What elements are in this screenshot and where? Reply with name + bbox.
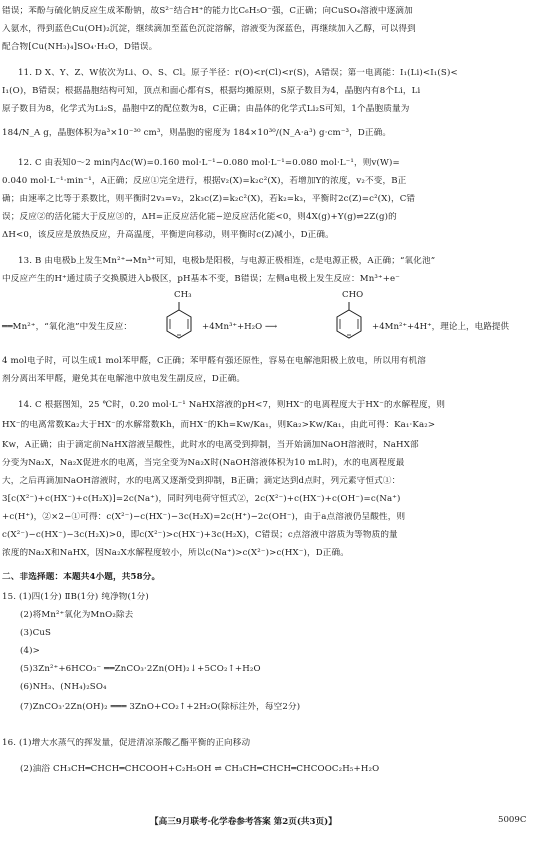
answer-line: (5)3Zn²⁺+6HCO₃⁻ ══ZnCO₃·2Zn(OH)₂↓+5CO₂↑+H₂O: [20, 664, 261, 674]
methyl-label: CH₃: [174, 290, 192, 300]
question-12: 12. C 由表知0～2 min内Δc(W)=0.160 mol·L⁻¹−0.080 mol·L⁻¹=0.080 mol·L⁻¹，则v(W)=: [18, 158, 400, 168]
text-line: 入氨水，得到蓝色Cu(OH)₂沉淀，继续滴加至蓝色沉淀溶解，溶液变为深蓝色，再继续加入乙醇，可以得到: [2, 24, 416, 34]
question-11: 11. D X、Y、Z、W依次为Li、O、S、Cl。原子半径：r(O)<r(Cl)<r(S)，A错误；第一电离能：I₁(Li)<I₁(S)<: [18, 68, 458, 78]
text-line: 误；反应②的活化能大于反应③的，ΔH=正反应活化能−逆反应活化能<0，则4X(g)+Y(g)⇌2Z(g)的: [2, 212, 397, 222]
text-line: 剂分离出苯甲醛，避免其在电解池中放电发生副反应，D正确。: [2, 374, 246, 384]
toluene-structure: [158, 296, 200, 344]
section-heading: 二、非选择题：本题共4小题，共58分。: [2, 572, 161, 582]
reaction-middle-text: +4Mn³⁺+H₂O ⟶: [202, 322, 278, 332]
reaction-right-text: +4Mn²⁺+4H⁺，理论上，电路提供: [372, 322, 510, 332]
text-line: +c(H⁺)，②×2−①可得：c(X²⁻)−c(HX⁻)−3c(H₂X)=2c(H⁺)−2c(OH⁻)，由于a点溶液仍呈酸性，则: [2, 512, 406, 522]
text-line: 错误；苯酚与硫化钠反应生成苯酚钠，故S²⁻结合H⁺的能力比C₆H₅O⁻强，C正确；向CuSO₄溶液中逐滴加: [2, 6, 413, 16]
answer-line: (6)NH₃、(NH₄)₂SO₄: [20, 682, 107, 692]
text-line: 中反应产生的H⁺通过质子交换膜进入b极区，pH基本不变，B错误；左侧a电极上发生反应：Mn³⁺+e⁻: [2, 274, 400, 284]
text-line: HX⁻的电离常数Ka₂大于HX⁻的水解常数Kh，而HX⁻的Kh=Kw/Ka₁，则Ka₂>Kw/Ka₁，由此可得：Ka₁·Ka₂>: [2, 420, 436, 430]
text-line: 配合物[Cu(NH₃)₄]SO₄·H₂O，D错误。: [2, 42, 158, 52]
text-line: 3[c(X²⁻)+c(HX⁻)+c(H₂X)]=2c(Na⁺)，同时列电荷守恒式②，2c(X²⁻)+c(HX⁻)+c(OH⁻)=c(Na⁺): [2, 494, 401, 504]
text-line: 浓度的Na₂X和NaHX，因Na₂X水解程度较小，所以c(Na⁺)>c(X²⁻)>c(HX⁻)，D正确。: [2, 548, 350, 558]
answer-line: (2)油浴 CH₃CH═CHCH═CHCOOH+C₂H₅OH ⇌ CH₃CH═CHCH═CHCOOC₂H₅+H₂O: [20, 764, 380, 774]
answer-line: (7)ZnCO₃·2Zn(OH)₂ ═══ 3ZnO+CO₂↑+2H₂O(除标注外，每空2分): [20, 702, 301, 712]
question-15: 15. (1)四(1分) ⅡB(1分) 纯净物(1分): [2, 592, 149, 602]
doc-code: 5009C: [498, 815, 527, 825]
text-line: 分变为Na₂X，Na₂X促进水的电离，当完全变为Na₂X时(NaOH溶液体积为10 mL时)，水的电离程度最: [2, 458, 405, 468]
question-14: 14. C 根据图知，25 ℃时，0.20 mol·L⁻¹ NaHX溶液的pH<7，则HX⁻的电离程度大于HX⁻的水解程度，则: [18, 400, 446, 410]
text-line: c(X²⁻)−c(HX⁻)−3c(H₂X)>0，即c(X²⁻)>c(HX⁻)+3c(H₂X)，C错误；c点溶液中溶质为等物质的量: [2, 530, 398, 540]
text-line: I₁(O)，B错误；根据晶胞结构可知，顶点和面心都有S，根据均摊原则，S原子数目为4，晶胞内有8个Li，Li: [2, 86, 421, 96]
text-line: 确；由速率之比等于系数比，则平衡时2v₃=v₂，2k₃c(Z)=k₂c²(X)，若k₂=k₃，平衡时2c(Z)=c²(X)，C错: [2, 194, 416, 204]
page-footer: 【高三9月联考·化学卷参考答案 第2页(共3页)】: [150, 817, 337, 827]
text-line: 184/N_A g，晶胞体积为a³×10⁻³⁰ cm³，则晶胞的密度为 184×10³⁰/(N_A·a³) g·cm⁻³，D正确。: [2, 128, 392, 138]
text-line: 原子数目为8，化学式为Li₂S，晶胞中Z的配位数为8，C正确；由晶体的化学式Li₂S可知，1个晶胞质量为: [2, 104, 410, 114]
text-line: ══Mn²⁺，“氧化池”中发生反应：: [2, 322, 133, 332]
answer-line: (4)>: [20, 646, 40, 656]
text-line: 4 mol电子时，可以生成1 mol苯甲醛，C正确；苯甲醛有强还原性，容易在电解池阳极上放电，所以用有机溶: [2, 356, 427, 366]
text-line: Kw，A正确；由于滴定前NaHX溶液呈酸性，此时水的电离受到抑制，当开始滴加NaOH溶液时，NaHX部: [2, 440, 419, 450]
benzaldehyde-structure: [328, 296, 370, 344]
question-16: 16. (1)增大水蒸气的挥发量，促进清凉茶酸乙酯平衡的正向移动: [2, 738, 251, 748]
answer-line: (3)CuS: [20, 628, 52, 638]
text-line: ΔH<0，该反应是放热反应，升高温度，平衡逆向移动，则平衡时c(Z)减小，D正确。: [2, 230, 334, 240]
aldehyde-label: CHO: [342, 290, 364, 300]
question-13: 13. B 由电极b上发生Mn²⁺→Mn³⁺可知，电极b是阳极，与电源正极相连，c是电源正极，A正确；“氧化池”: [18, 256, 436, 266]
text-line: 大，之后再滴加NaOH溶液时，水的电离又逐渐受到抑制，B正确；滴定达到d点时，列元素守恒式①：: [2, 476, 401, 486]
text-line: 0.040 mol·L⁻¹·min⁻¹，A正确；反应①完全进行，根据v₂(X)=k₂c²(X)，若增加Y的浓度，v₂不变，B正: [2, 176, 407, 186]
answer-line: (2)将Mn²⁺氧化为MnO₂除去: [20, 610, 134, 620]
